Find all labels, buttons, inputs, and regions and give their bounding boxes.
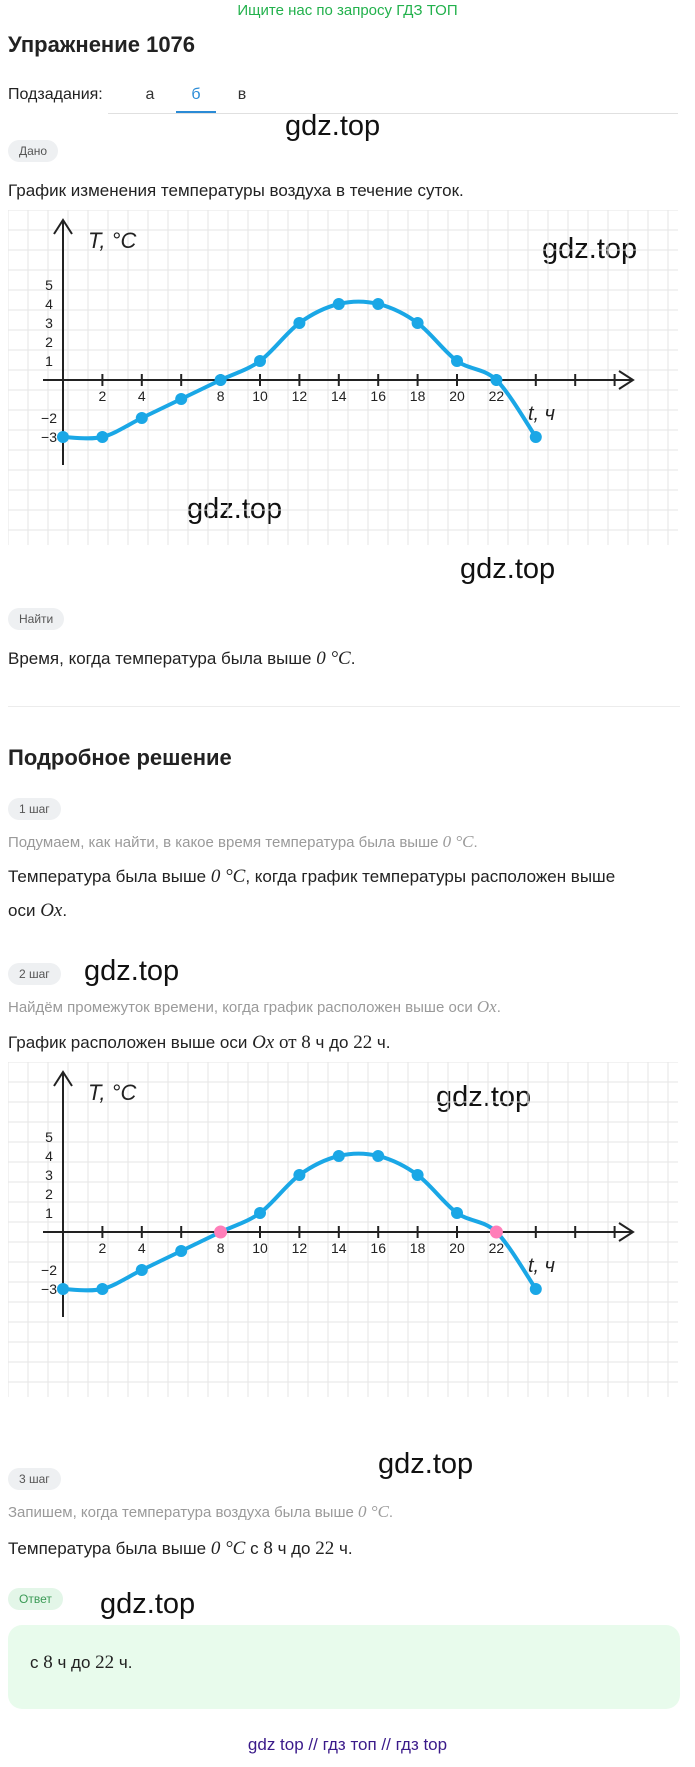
chart-grid	[8, 210, 678, 545]
step3-badge: 3 шаг	[8, 1468, 61, 1490]
chart-grid	[8, 1062, 678, 1397]
step2-badge: 2 шаг	[8, 963, 61, 985]
y-tick-label: −2	[41, 410, 57, 426]
step1-badge: 1 шаг	[8, 798, 61, 820]
x-tick-label: 22	[488, 1240, 505, 1256]
step1-line1-math: 0 °C	[210, 866, 246, 887]
step3-t2: с	[250, 1539, 259, 1558]
step2-t1: График расположен выше оси	[8, 1033, 248, 1052]
answer-badge: Ответ	[8, 1588, 63, 1610]
data-point	[175, 393, 187, 405]
data-point	[333, 298, 345, 310]
find-text-before: Время, когда температура была выше	[8, 649, 312, 668]
subtask-active-underline	[176, 111, 216, 113]
find-text-after: .	[350, 649, 356, 668]
watermark: gdz.top	[84, 955, 180, 987]
step3-line	[8, 1532, 683, 1566]
find-text	[8, 642, 683, 676]
x-axis-label: t, ч	[528, 1255, 556, 1277]
step3-hint-end: .	[388, 1504, 394, 1521]
y-tick-label: 3	[45, 315, 53, 331]
step2-t4: ч.	[376, 1033, 391, 1052]
y-tick-label: 4	[45, 296, 53, 312]
x-tick-label: 20	[449, 388, 465, 404]
x-tick-label: 18	[409, 1240, 426, 1256]
data-point	[175, 1245, 187, 1257]
data-point	[293, 1169, 305, 1181]
data-point	[490, 374, 502, 386]
step1-hint	[8, 832, 478, 852]
watermark: gdz.top	[542, 233, 638, 265]
step1-line2	[8, 894, 683, 928]
y-axis-label: T, °C	[88, 228, 137, 253]
step2-from-math: 8	[301, 1032, 311, 1053]
step1-line1-end: , когда график температуры расположен выше	[245, 867, 616, 886]
data-point	[96, 1283, 108, 1295]
step2-line	[8, 1026, 683, 1060]
data-point	[57, 1283, 69, 1295]
step1-hint-math: 0 °C	[442, 832, 474, 851]
y-tick-label: 5	[45, 277, 53, 293]
x-tick-label: 2	[98, 1240, 107, 1256]
data-point	[254, 355, 266, 367]
answer-t2: ч до	[57, 1653, 91, 1672]
step3-t3: ч до	[277, 1539, 311, 1558]
temperature-chart	[8, 210, 678, 545]
subtasks-divider	[108, 113, 678, 114]
step3-t1: Температура была выше	[8, 1539, 207, 1558]
step2-axis-math: Ox	[252, 1032, 275, 1053]
step2-hint-text: Найдём промежуток времени, когда график расположен выше оси	[8, 999, 473, 1016]
highlight-point	[490, 1226, 503, 1239]
step2-t2: от	[278, 1032, 297, 1053]
answer-to-math: 22	[95, 1652, 115, 1673]
x-tick-label: 4	[137, 1240, 146, 1256]
y-tick-label: 2	[45, 334, 53, 350]
step1-line2-end: .	[62, 901, 68, 920]
step3-hint-math: 0 °C	[358, 1502, 389, 1521]
data-point	[372, 298, 384, 310]
x-tick-label: 22	[488, 388, 505, 404]
watermark: gdz.top	[187, 493, 283, 525]
y-tick-label: 1	[45, 353, 53, 369]
data-point	[530, 431, 542, 443]
y-tick-label: 2	[45, 1186, 53, 1202]
y-tick-label: 4	[45, 1148, 53, 1164]
page-title: Упражнение 1076	[8, 32, 196, 57]
step3-hint-text: Запишем, когда температура воздуха была выше	[8, 1504, 354, 1521]
subtasks-label: Подзадания:	[8, 86, 103, 103]
footer-links[interactable]: gdz top // гдз топ // гдз top	[247, 1735, 448, 1754]
x-tick-label: 4	[137, 388, 146, 404]
step2-hint-math: Ox	[476, 997, 497, 1016]
y-tick-label: −3	[41, 429, 57, 445]
answer-text	[30, 1652, 133, 1674]
x-tick-label: 16	[370, 388, 386, 404]
watermark: gdz.top	[378, 1448, 474, 1480]
temperature-chart-highlighted	[8, 1062, 678, 1397]
step1-line1-text: Температура была выше	[8, 867, 207, 886]
highlight-point	[214, 1226, 227, 1239]
given-badge: Дано	[8, 140, 58, 162]
step3-hint	[8, 1502, 393, 1522]
find-math: 0 °C	[316, 648, 351, 669]
find-badge: Найти	[8, 608, 64, 630]
y-tick-label: −2	[41, 1262, 57, 1278]
y-axis-label: T, °C	[88, 1080, 137, 1105]
step3-to-math: 22	[315, 1538, 335, 1559]
step1-line2-text: оси	[8, 901, 36, 920]
given-text: График изменения температуры воздуха в течение суток.	[8, 181, 464, 200]
data-point	[254, 1207, 266, 1219]
step2-hint-end: .	[496, 999, 501, 1016]
data-point	[57, 431, 69, 443]
step3-t4: ч.	[339, 1539, 353, 1558]
x-tick-label: 10	[252, 388, 268, 404]
step3-temp-math: 0 °C	[210, 1538, 246, 1559]
x-axis-label: t, ч	[528, 403, 556, 425]
step2-to-math: 22	[353, 1032, 373, 1053]
watermark: gdz.top	[436, 1081, 532, 1113]
solution-title: Подробное решение	[8, 745, 232, 770]
data-point	[136, 1264, 148, 1276]
x-tick-label: 14	[331, 1240, 347, 1256]
answer-t1: с	[30, 1653, 39, 1672]
data-point	[96, 431, 108, 443]
subtask-tab-a[interactable]: а	[145, 86, 155, 103]
y-tick-label: 1	[45, 1205, 53, 1221]
x-tick-label: 18	[409, 388, 426, 404]
x-tick-label: 20	[449, 1240, 465, 1256]
watermark: gdz.top	[100, 1588, 196, 1620]
x-tick-label: 8	[216, 1240, 225, 1256]
watermark: gdz.top	[460, 553, 556, 585]
x-tick-label: 10	[252, 1240, 268, 1256]
x-tick-label: 2	[98, 388, 107, 404]
step1-hint-end: .	[473, 834, 478, 851]
y-tick-label: 5	[45, 1129, 53, 1145]
x-tick-label: 14	[331, 388, 347, 404]
data-point	[412, 1169, 424, 1181]
section-divider	[8, 706, 680, 707]
data-point	[372, 1150, 384, 1162]
y-tick-label: 3	[45, 1167, 53, 1183]
step1-line1	[8, 860, 683, 894]
x-tick-label: 8	[216, 388, 225, 404]
data-point	[412, 317, 424, 329]
answer-from-math: 8	[43, 1652, 53, 1673]
data-point	[451, 355, 463, 367]
subtask-tab-v[interactable]: в	[237, 86, 247, 103]
data-point	[451, 1207, 463, 1219]
top-banner[interactable]: Ищите нас по запросу ГДЗ ТОП	[237, 2, 458, 19]
watermark: gdz.top	[285, 110, 381, 142]
step3-from-math: 8	[263, 1538, 273, 1559]
x-tick-label: 16	[370, 1240, 386, 1256]
step1-line2-math: Ox	[40, 900, 63, 921]
x-tick-label: 12	[291, 388, 308, 404]
data-point	[136, 412, 148, 424]
y-tick-label: −3	[41, 1281, 57, 1297]
data-point	[215, 374, 227, 386]
x-tick-label: 12	[291, 1240, 308, 1256]
subtask-tab-b[interactable]: б	[191, 86, 201, 103]
answer-t3: ч.	[118, 1653, 133, 1672]
step2-t3: ч до	[315, 1033, 349, 1052]
data-point	[293, 317, 305, 329]
data-point	[530, 1283, 542, 1295]
step2-hint	[8, 997, 501, 1017]
step1-hint-text: Подумаем, как найти, в какое время температура была выше	[8, 834, 439, 851]
data-point	[333, 1150, 345, 1162]
